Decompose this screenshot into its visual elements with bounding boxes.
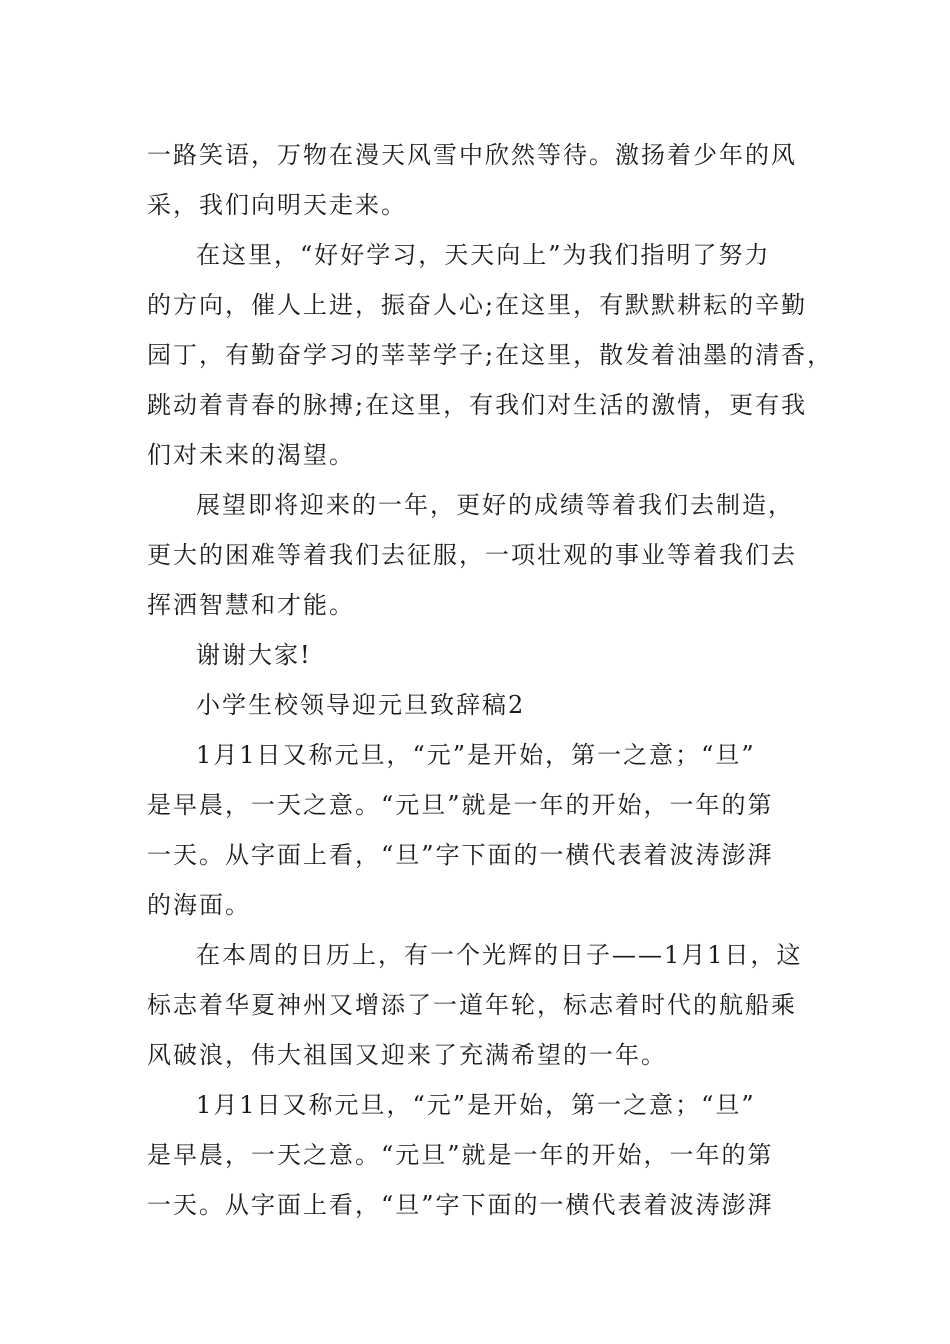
paragraph-start-line: 1月1日又称元旦，“元”是开始，第一之意；“旦” [196,741,756,769]
text-line: 是早晨，一天之意。“元旦”就是一年的开始，一年的第 [147,791,774,819]
text-line: 一路笑语，万物在漫天风雪中欣然等待。激扬着少年的风 [147,141,797,169]
text-line: 跳动着青春的脉搏;在这里，有我们对生活的激情，更有我 [147,391,808,419]
text-line: 采，我们向明天走来。 [147,191,407,219]
text-line: 的方向，催人上进，振奋人心;在这里，有默默耕耘的辛勤 [147,291,808,319]
text-line: 更大的困难等着我们去征服，一项壮观的事业等着我们去 [147,541,797,569]
text-line: 标志着华夏神州又增添了一道年轮，标志着时代的航船乘 [147,991,797,1019]
paragraph-start-line: 在这里，“好好学习，天天向上”为我们指明了努力 [196,241,771,269]
text-line: 风破浪，伟大祖国又迎来了充满希望的一年。 [147,1041,667,1069]
text-line: 是早晨，一天之意。“元旦”就是一年的开始，一年的第 [147,1141,774,1169]
text-line: 一天。从字面上看，“旦”字下面的一横代表着波涛澎湃 [147,1191,774,1219]
paragraph-start-line: 1月1日又称元旦，“元”是开始，第一之意；“旦” [196,1091,756,1119]
text-line: 挥洒智慧和才能。 [147,591,355,619]
closing-line: 谢谢大家! [196,641,312,669]
text-line: 们对未来的渴望。 [147,441,355,469]
paragraph-start-line: 在本周的日历上，有一个光辉的日子——1月1日，这 [196,941,803,969]
document-body [147,130,834,1230]
section-title: 小学生校领导迎元旦致辞稿2 [196,691,526,719]
paragraph-start-line: 展望即将迎来的一年，更好的成绩等着我们去制造， [196,491,794,519]
text-line: 的海面。 [147,891,251,919]
text-line: 园丁，有勤奋学习的莘莘学子;在这里，散发着油墨的清香， [147,341,834,369]
text-line: 一天。从字面上看，“旦”字下面的一横代表着波涛澎湃 [147,841,774,869]
